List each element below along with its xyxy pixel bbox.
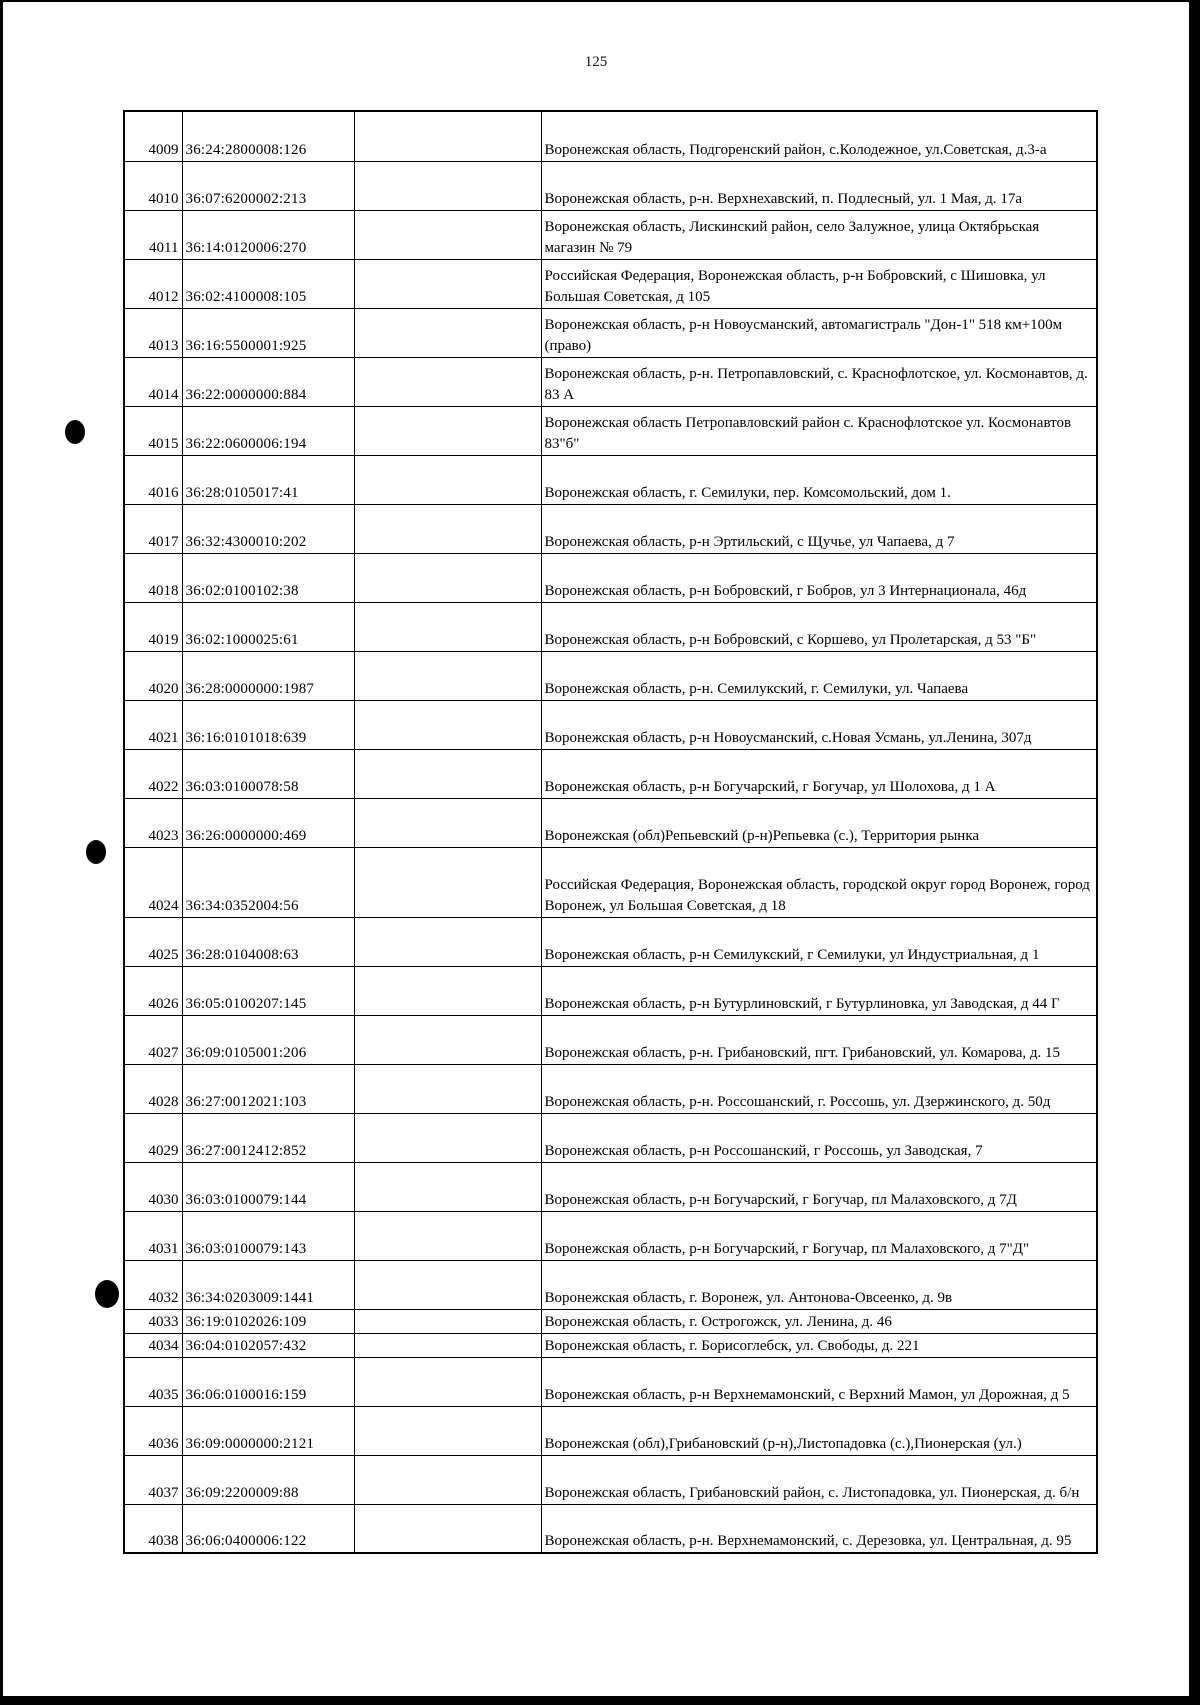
cadastral-number: 36:22:0600006:194 bbox=[182, 406, 354, 455]
table-row bbox=[124, 210, 1097, 259]
cadastral-number: 36:28:0104008:63 bbox=[182, 917, 354, 966]
table-row bbox=[124, 1406, 1097, 1455]
object-address: Воронежская область, р-н Новоусманский, автомагистраль "Дон-1" 518 км+100м (право) bbox=[541, 308, 1097, 357]
table-row bbox=[124, 1113, 1097, 1162]
cadastral-number: 36:03:0100078:58 bbox=[182, 749, 354, 798]
table-row bbox=[124, 553, 1097, 602]
cadastral-number: 36:34:0203009:1441 bbox=[182, 1260, 354, 1309]
object-address: Воронежская область, р-н Богучарский, г Богучар, ул Шолохова, д 1 А bbox=[541, 749, 1097, 798]
object-address: Воронежская (обл)Репьевский (р-н)Репьевка (с.), Территория рынка bbox=[541, 798, 1097, 847]
row-number: 4018 bbox=[124, 553, 182, 602]
object-name bbox=[354, 406, 541, 455]
object-name bbox=[354, 357, 541, 406]
row-number: 4032 bbox=[124, 1260, 182, 1309]
row-number: 4024 bbox=[124, 847, 182, 917]
object-address: Российская Федерация, Воронежская область, р-н Бобровский, с Шишовка, ул Большая Советская, д 105 bbox=[541, 259, 1097, 308]
property-register-table bbox=[123, 110, 1098, 1554]
table-row bbox=[124, 308, 1097, 357]
object-name bbox=[354, 259, 541, 308]
object-name bbox=[354, 1113, 541, 1162]
cadastral-number: 36:09:0105001:206 bbox=[182, 1015, 354, 1064]
table-row bbox=[124, 357, 1097, 406]
object-name bbox=[354, 966, 541, 1015]
cadastral-number: 36:09:2200009:88 bbox=[182, 1455, 354, 1504]
object-name bbox=[354, 1357, 541, 1406]
object-name bbox=[354, 917, 541, 966]
object-address: Воронежская область, р-н Богучарский, г Богучар, пл Малаховского, д 7"Д" bbox=[541, 1211, 1097, 1260]
object-name bbox=[354, 455, 541, 504]
cadastral-number: 36:19:0102026:109 bbox=[182, 1309, 354, 1333]
table-row bbox=[124, 1309, 1097, 1333]
row-number: 4021 bbox=[124, 700, 182, 749]
table-row bbox=[124, 1211, 1097, 1260]
row-number: 4023 bbox=[124, 798, 182, 847]
object-address: Воронежская область, Грибановский район, с. Листопадовка, ул. Пионерская, д. б/н bbox=[541, 1455, 1097, 1504]
object-name bbox=[354, 553, 541, 602]
object-address: Воронежская область, р-н Бутурлиновский, г Бутурлиновка, ул Заводская, д 44 Г bbox=[541, 966, 1097, 1015]
object-address: Воронежская область, р-н Бобровский, г Бобров, ул 3 Интернационала, 46д bbox=[541, 553, 1097, 602]
object-address: Воронежская область, Подгоренский район, с.Колодежное, ул.Советская, д.3-а bbox=[541, 111, 1097, 161]
cadastral-number: 36:32:4300010:202 bbox=[182, 504, 354, 553]
row-number: 4029 bbox=[124, 1113, 182, 1162]
object-address: Воронежская область, р-н Новоусманский, с.Новая Усмань, ул.Ленина, 307д bbox=[541, 700, 1097, 749]
row-number: 4012 bbox=[124, 259, 182, 308]
object-name bbox=[354, 700, 541, 749]
table-row bbox=[124, 1064, 1097, 1113]
object-name bbox=[354, 847, 541, 917]
table-row bbox=[124, 1504, 1097, 1553]
object-address: Воронежская область, р-н. Грибановский, пгт. Грибановский, ул. Комарова, д. 15 bbox=[541, 1015, 1097, 1064]
table-row bbox=[124, 111, 1097, 161]
table-row bbox=[124, 259, 1097, 308]
cadastral-number: 36:06:0400006:122 bbox=[182, 1504, 354, 1553]
cadastral-number: 36:34:0352004:56 bbox=[182, 847, 354, 917]
object-name bbox=[354, 798, 541, 847]
object-name bbox=[354, 111, 541, 161]
row-number: 4025 bbox=[124, 917, 182, 966]
row-number: 4020 bbox=[124, 651, 182, 700]
table-row bbox=[124, 917, 1097, 966]
object-address: Воронежская область, р-н. Россошанский, г. Россошь, ул. Дзержинского, д. 50д bbox=[541, 1064, 1097, 1113]
object-name bbox=[354, 1504, 541, 1553]
table-row bbox=[124, 700, 1097, 749]
object-name bbox=[354, 1015, 541, 1064]
row-number: 4022 bbox=[124, 749, 182, 798]
object-address: Воронежская область, р-н Россошанский, г Россошь, ул Заводская, 7 bbox=[541, 1113, 1097, 1162]
row-number: 4011 bbox=[124, 210, 182, 259]
object-name bbox=[354, 1260, 541, 1309]
table-row bbox=[124, 1455, 1097, 1504]
object-address: Воронежская область Петропавловский район с. Краснофлотское ул. Космонавтов 83"б" bbox=[541, 406, 1097, 455]
table-row bbox=[124, 966, 1097, 1015]
cadastral-number: 36:07:6200002:213 bbox=[182, 161, 354, 210]
row-number: 4038 bbox=[124, 1504, 182, 1553]
table-row bbox=[124, 1260, 1097, 1309]
cadastral-number: 36:27:0012021:103 bbox=[182, 1064, 354, 1113]
table-row bbox=[124, 406, 1097, 455]
object-address: Российская Федерация, Воронежская область, городской округ город Воронеж, город Воронеж, ул Большая Советская, д 18 bbox=[541, 847, 1097, 917]
object-name bbox=[354, 1309, 541, 1333]
table-row bbox=[124, 504, 1097, 553]
row-number: 4033 bbox=[124, 1309, 182, 1333]
object-name bbox=[354, 749, 541, 798]
object-address: Воронежская область, р-н. Верхнемамонский, с. Дерезовка, ул. Центральная, д. 95 bbox=[541, 1504, 1097, 1553]
object-name bbox=[354, 1162, 541, 1211]
object-name bbox=[354, 308, 541, 357]
object-address: Воронежская область, Лискинский район, село Залужное, улица Октябрьская магазин № 79 bbox=[541, 210, 1097, 259]
table-row bbox=[124, 1015, 1097, 1064]
punch-hole bbox=[65, 420, 85, 444]
table-row bbox=[124, 602, 1097, 651]
cadastral-number: 36:28:0105017:41 bbox=[182, 455, 354, 504]
row-number: 4014 bbox=[124, 357, 182, 406]
row-number: 4036 bbox=[124, 1406, 182, 1455]
cadastral-number: 36:16:0101018:639 bbox=[182, 700, 354, 749]
object-address: Воронежская область, р-н Верхнемамонский, с Верхний Мамон, ул Дорожная, д 5 bbox=[541, 1357, 1097, 1406]
object-name bbox=[354, 1406, 541, 1455]
object-address: Воронежская (обл),Грибановский (р-н),Листопадовка (с.),Пионерская (ул.) bbox=[541, 1406, 1097, 1455]
object-name bbox=[354, 161, 541, 210]
row-number: 4010 bbox=[124, 161, 182, 210]
object-name bbox=[354, 1333, 541, 1357]
object-address: Воронежская область, р-н. Семилукский, г. Семилуки, ул. Чапаева bbox=[541, 651, 1097, 700]
row-number: 4026 bbox=[124, 966, 182, 1015]
row-number: 4027 bbox=[124, 1015, 182, 1064]
row-number: 4028 bbox=[124, 1064, 182, 1113]
object-address: Воронежская область, р-н. Верхнехавский, п. Подлесный, ул. 1 Мая, д. 17а bbox=[541, 161, 1097, 210]
cadastral-number: 36:03:0100079:143 bbox=[182, 1211, 354, 1260]
object-name bbox=[354, 1455, 541, 1504]
cadastral-number: 36:09:0000000:2121 bbox=[182, 1406, 354, 1455]
table-row bbox=[124, 798, 1097, 847]
object-address: Воронежская область, р-н Семилукский, г Семилуки, ул Индустриальная, д 1 bbox=[541, 917, 1097, 966]
punch-hole bbox=[86, 840, 106, 864]
cadastral-number: 36:16:5500001:925 bbox=[182, 308, 354, 357]
table-row bbox=[124, 455, 1097, 504]
object-address: Воронежская область, р-н Богучарский, г Богучар, пл Малаховского, д 7Д bbox=[541, 1162, 1097, 1211]
cadastral-number: 36:02:1000025:61 bbox=[182, 602, 354, 651]
object-address: Воронежская область, р-н Бобровский, с Коршево, ул Пролетарская, д 53 "Б" bbox=[541, 602, 1097, 651]
row-number: 4017 bbox=[124, 504, 182, 553]
cadastral-number: 36:06:0100016:159 bbox=[182, 1357, 354, 1406]
row-number: 4013 bbox=[124, 308, 182, 357]
object-name bbox=[354, 651, 541, 700]
table-row bbox=[124, 1357, 1097, 1406]
row-number: 4019 bbox=[124, 602, 182, 651]
cadastral-number: 36:27:0012412:852 bbox=[182, 1113, 354, 1162]
row-number: 4016 bbox=[124, 455, 182, 504]
table-row bbox=[124, 847, 1097, 917]
cadastral-number: 36:26:0000000:469 bbox=[182, 798, 354, 847]
cadastral-number: 36:02:4100008:105 bbox=[182, 259, 354, 308]
row-number: 4035 bbox=[124, 1357, 182, 1406]
object-name bbox=[354, 602, 541, 651]
cadastral-number: 36:28:0000000:1987 bbox=[182, 651, 354, 700]
page-number: 125 bbox=[584, 54, 608, 70]
object-name bbox=[354, 504, 541, 553]
object-address: Воронежская область, р-н Эртильский, с Щучье, ул Чапаева, д 7 bbox=[541, 504, 1097, 553]
row-number: 4031 bbox=[124, 1211, 182, 1260]
object-address: Воронежская область, г. Семилуки, пер. Комсомольский, дом 1. bbox=[541, 455, 1097, 504]
table-row bbox=[124, 1162, 1097, 1211]
cadastral-number: 36:02:0100102:38 bbox=[182, 553, 354, 602]
object-name bbox=[354, 1211, 541, 1260]
table-row bbox=[124, 749, 1097, 798]
object-address: Воронежская область, р-н. Петропавловский, с. Краснофлотское, ул. Космонавтов, д. 83 А bbox=[541, 357, 1097, 406]
table-row bbox=[124, 651, 1097, 700]
cadastral-number: 36:24:2800008:126 bbox=[182, 111, 354, 161]
table-row bbox=[124, 1333, 1097, 1357]
table-body bbox=[124, 111, 1097, 1553]
cadastral-number: 36:03:0100079:144 bbox=[182, 1162, 354, 1211]
row-number: 4030 bbox=[124, 1162, 182, 1211]
cadastral-number: 36:14:0120006:270 bbox=[182, 210, 354, 259]
cadastral-number: 36:22:0000000:884 bbox=[182, 357, 354, 406]
document-page bbox=[3, 2, 1189, 1696]
row-number: 4034 bbox=[124, 1333, 182, 1357]
row-number: 4009 bbox=[124, 111, 182, 161]
row-number: 4037 bbox=[124, 1455, 182, 1504]
object-address: Воронежская область, г. Воронеж, ул. Антонова-Овсеенко, д. 9в bbox=[541, 1260, 1097, 1309]
cadastral-number: 36:04:0102057:432 bbox=[182, 1333, 354, 1357]
table-row bbox=[124, 161, 1097, 210]
cadastral-number: 36:05:0100207:145 bbox=[182, 966, 354, 1015]
object-address: Воронежская область, г. Острогожск, ул. Ленина, д. 46 bbox=[541, 1309, 1097, 1333]
row-number: 4015 bbox=[124, 406, 182, 455]
punch-hole bbox=[95, 1280, 119, 1308]
object-address: Воронежская область, г. Борисоглебск, ул. Свободы, д. 221 bbox=[541, 1333, 1097, 1357]
object-name bbox=[354, 1064, 541, 1113]
object-name bbox=[354, 210, 541, 259]
